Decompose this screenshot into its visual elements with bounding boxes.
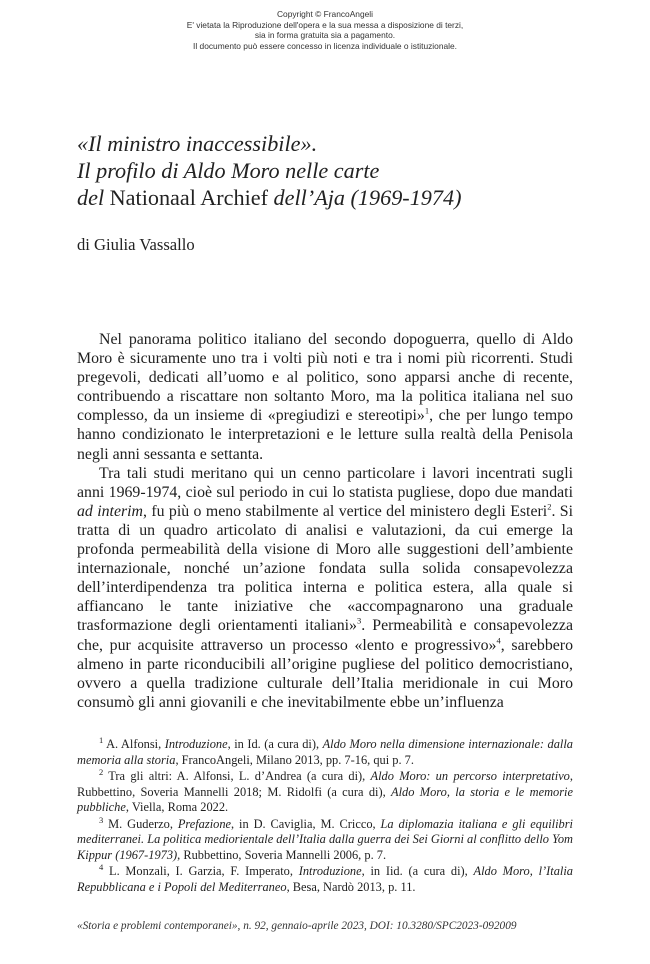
footnote-number: 1 — [99, 734, 104, 745]
text-run: , sarebbero almeno in parte riconducibili all’origine pugliese del politico democristiano, ovvero a quella tradizione culturale dell’Italia meridionale in cui Moro consumò gli anni giovanili e che inevitabilmente ebbe un’influenza — [77, 636, 573, 711]
copyright-line: Copyright © FrancoAngeli — [276, 9, 373, 19]
emphasis: Aldo Moro, l’Italia Repubblicana e i Popoli del Mediterraneo — [77, 864, 573, 894]
text-run: A. Alfonsi, — [103, 737, 165, 751]
text-run: , Rubbettino, Soveria Mannelli 2018; M. Ridolfi (a cura di), — [77, 769, 573, 799]
text-run: , in Iid. (a cura di), — [361, 864, 474, 878]
footnote-number: 3 — [99, 814, 104, 825]
footnote-2 — [77, 766, 573, 816]
footnote-number: 4 — [99, 861, 104, 872]
copyright-line: E' vietata la Riproduzione dell'opera e la sua messa a disposizione di terzi, — [186, 19, 464, 30]
text-run: Nel panorama politico italiano del secondo dopoguerra, quello di Aldo Moro è sicuramente uno tra i volti più noti e tra i nomi più ricorrenti. Studi pregevoli, dedicati all’uomo e al politico, sono apparsi anche di recente, contribuendo a riscattare non soltanto Moro, ma la politica italiana nel suo complesso, da un insieme di «pregiudizi e stereotipi» — [77, 331, 573, 425]
author-byline: di Giulia Vassallo — [77, 235, 195, 254]
emphasis: ad interim — [77, 502, 143, 520]
footnote-1 — [77, 734, 573, 768]
footnote-number: 2 — [99, 766, 104, 777]
footnote-ref: 3 — [356, 616, 362, 627]
footnote-ref: 2 — [547, 501, 552, 512]
title-line-3 — [77, 184, 597, 211]
text-run: , Rubbettino, Soveria Mannelli 2006, p. 7. — [177, 847, 387, 862]
article-title — [77, 130, 597, 211]
title-line-3-a: del — [77, 185, 105, 210]
footnote-4 — [77, 861, 573, 895]
text-run: , in D. Caviglia, M. Cricco, — [231, 816, 381, 831]
text-run: , Viella, Roma 2022. — [125, 800, 229, 814]
text-run: , in Id. (a cura di), — [227, 737, 323, 751]
body-paragraph-1 — [77, 330, 573, 464]
text-run: . Si tratta di un quadro articolato di analisi e valutazioni, da cui emerge la profonda permeabilità della visione di Moro alle suggestioni dell’ambiente internazionale, nonché un’azione fondata sulla solida consapevolezza dell’interdipendenza tra politica interna e politica estera, alla quale si affiancano le tante iniziative che «accompagnarono una graduale trasformazione degli orientamenti italiani» — [77, 502, 573, 635]
title-line-3-c: dell’Aja (1969-1974) — [273, 185, 462, 210]
emphasis: Aldo Moro, la storia e le memorie pubbliche — [77, 784, 573, 814]
text-run: . Permeabilità e consapevolezza che, pur acquisite attraverso un processo «lento e progressivo» — [77, 617, 573, 654]
copyright-notice — [0, 9, 650, 51]
article-body — [77, 330, 573, 712]
title-archive-name: Nationaal Archief — [109, 185, 268, 210]
text-run: Tra tali studi meritano qui un cenno particolare i lavori incentrati sugli anni 1969-1974, cioè sul periodo in cui lo statista pugliese, dopo due mandati — [77, 464, 573, 501]
footnote-3 — [77, 814, 573, 864]
emphasis: Introduzione — [298, 864, 362, 878]
text-run: , FrancoAngeli, Milano 2013, pp. 7-16, qui p. 7. — [175, 752, 414, 767]
copyright-line: sia in forma gratuita sia a pagamento. — [254, 30, 396, 41]
emphasis: Aldo Moro nella dimensione internazionale: dalla memoria alla storia — [77, 737, 573, 767]
journal-citation-footer: «Storia e problemi contemporanei», n. 92, gennaio-aprile 2023, DOI: 10.3280/SPC2023-092009 — [77, 920, 517, 932]
text-run: L. Monzali, I. Garzia, F. Imperato, — [103, 864, 299, 878]
text-run: , che per lungo tempo hanno condizionato le interpretazioni e le letture sulla realtà della Penisola negli anni sessanta e settanta. — [77, 407, 573, 463]
footnotes — [77, 734, 573, 896]
text-run: Tra gli altri: A. Alfonsi, L. d’Andrea (a cura di), — [103, 769, 371, 783]
text-run: , Besa, Nardò 2013, p. 11. — [286, 879, 416, 894]
text-run: , fu più o meno stabilmente al vertice del ministero degli Esteri — [143, 502, 548, 520]
emphasis: Aldo Moro: un percorso interpretativo — [370, 769, 570, 783]
footnote-ref: 4 — [496, 635, 501, 646]
text-run: M. Guderzo, — [103, 816, 178, 831]
emphasis: Prefazione — [177, 816, 232, 831]
title-line-2: Il profilo di Aldo Moro nelle carte — [77, 158, 380, 183]
copyright-line: Il documento può essere concesso in licenza individuale o istituzionale. — [193, 40, 457, 51]
title-line-1: «Il ministro inaccessibile». — [77, 131, 318, 156]
body-paragraph-2 — [77, 464, 573, 712]
emphasis: La diplomazia italiana e gli equilibri mediterranei. La politica mediorientale dell’Italia dalla guerra dei Sei Giorni al conflitto dello Yom Kippur (1967-1973) — [77, 816, 573, 862]
footnote-ref: 1 — [424, 406, 430, 417]
emphasis: Introduzione — [164, 737, 228, 751]
